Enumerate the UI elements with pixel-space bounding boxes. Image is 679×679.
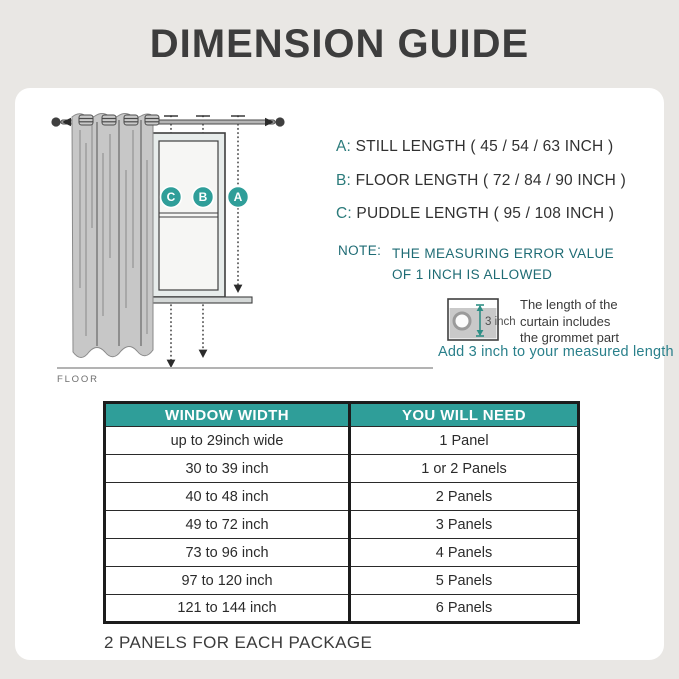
window-width-cell: 40 to 48 inch	[105, 483, 350, 511]
marker-c-label: C	[166, 190, 176, 205]
window-width-cell: 121 to 144 inch	[105, 595, 350, 623]
marker-a-label: A	[233, 190, 243, 205]
length-text-b: FLOOR LENGTH ( 72 / 84 / 90 INCH )	[355, 172, 626, 189]
table-header-row	[105, 403, 579, 427]
marker-b-label: B	[198, 190, 208, 205]
note-label: NOTE:	[338, 243, 382, 258]
panels-needed-cell: 4 Panels	[350, 539, 579, 567]
window-sill	[148, 297, 252, 303]
panel-table	[103, 401, 580, 624]
panels-needed-cell: 1 or 2 Panels	[350, 455, 579, 483]
arrow-c-icon	[167, 360, 176, 368]
grommet-ring-icon	[454, 313, 470, 329]
panels-needed-cell: 5 Panels	[350, 567, 579, 595]
length-spec-b	[336, 172, 626, 190]
panels-needed-cell: 2 Panels	[350, 483, 579, 511]
window-width-cell: 73 to 96 inch	[105, 539, 350, 567]
table-row	[105, 483, 579, 511]
note-line-1: THE MEASURING ERROR VALUE	[392, 246, 615, 261]
grommet-tip: Add 3 inch to your measured length	[438, 344, 674, 360]
grommet-desc-line-3: the grommet part	[520, 330, 619, 345]
note-line-2: OF 1 INCH IS ALLOWED	[392, 267, 553, 282]
grommet-desc-line-2: curtain includes	[520, 313, 611, 329]
marker-badges	[161, 187, 249, 208]
window-width-cell: 97 to 120 inch	[105, 567, 350, 595]
length-letter-b: B:	[336, 172, 352, 189]
panels-needed-cell: 3 Panels	[350, 511, 579, 539]
length-text-c: PUDDLE LENGTH ( 95 / 108 INCH )	[356, 205, 615, 222]
length-spec-c	[336, 205, 614, 223]
table-row	[105, 567, 579, 595]
length-text-a: STILL LENGTH ( 45 / 54 / 63 INCH )	[355, 138, 614, 155]
panels-needed-cell: 6 Panels	[350, 595, 579, 623]
arrow-a-icon	[234, 285, 243, 293]
grommet-description	[520, 297, 619, 347]
table-header-you-will-need: YOU WILL NEED	[350, 403, 579, 427]
table-row	[105, 595, 579, 623]
table-row	[105, 511, 579, 539]
length-spec-a	[336, 138, 613, 156]
package-note: 2 PANELS FOR EACH PACKAGE	[104, 633, 373, 652]
table-row	[105, 539, 579, 567]
window-width-cell: 30 to 39 inch	[105, 455, 350, 483]
table-row	[105, 427, 579, 455]
window-width-cell: 49 to 72 inch	[105, 511, 350, 539]
window	[148, 133, 252, 303]
panels-needed-cell: 1 Panel	[350, 427, 579, 455]
floor-label: FLOOR	[57, 374, 99, 385]
table-header-window-width: WINDOW WIDTH	[105, 403, 350, 427]
measuring-note	[338, 243, 614, 285]
guide-card	[15, 88, 674, 660]
page-title: DIMENSION GUIDE	[149, 22, 530, 66]
grommet-desc-line-1: The length of the	[520, 297, 618, 312]
arrow-b-icon	[199, 350, 208, 358]
length-letter-a: A:	[336, 138, 352, 155]
table-row	[105, 455, 579, 483]
window-width-cell: up to 29inch wide	[105, 427, 350, 455]
curtain	[72, 114, 159, 358]
length-letter-c: C:	[336, 205, 352, 222]
grommet-measure-label: 3 inch	[485, 316, 516, 328]
